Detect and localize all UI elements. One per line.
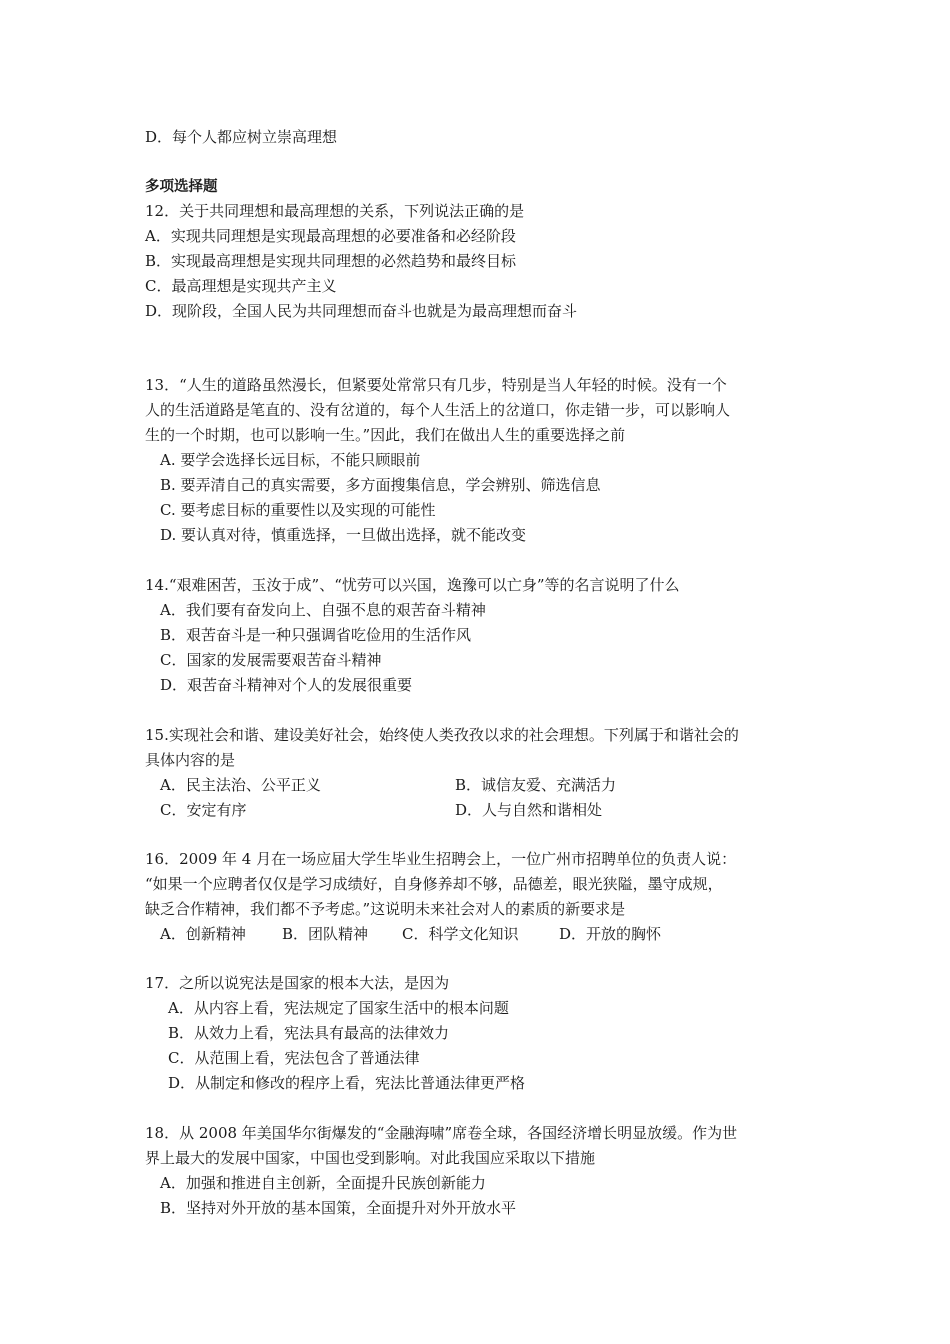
q17-option-c: C．从范围上看，宪法包含了普通法律 — [168, 1049, 420, 1067]
q13-option-c: C. 要考虑目标的重要性以及实现的可能性 — [160, 501, 436, 519]
q17-option-b: B．从效力上看，宪法具有最高的法律效力 — [168, 1024, 450, 1042]
q14-option-a: A．我们要有奋发向上、自强不息的艰苦奋斗精神 — [160, 601, 486, 619]
q12-stem: 12．关于共同理想和最高理想的关系，下列说法正确的是 — [145, 202, 525, 220]
q16-stem-line-3: 缺乏合作精神，我们都不予考虑。”这说明未来社会对人的素质的新要求是 — [145, 900, 626, 918]
q15-stem-line-2: 具体内容的是 — [145, 751, 236, 769]
q16-option-c: C．科学文化知识 — [402, 925, 519, 943]
q17-option-a: A．从内容上看，宪法规定了国家生活中的根本问题 — [168, 999, 509, 1017]
q17-stem: 17．之所以说宪法是国家的根本大法，是因为 — [145, 974, 450, 992]
q12-option-b: B．实现最高理想是实现共同理想的必然趋势和最终目标 — [145, 252, 517, 270]
q16-option-a: A．创新精神 — [160, 925, 246, 943]
q15-option-d: D．人与自然和谐相处 — [455, 801, 603, 819]
q16-stem-line-1: 16．2009 年 4 月在一场应届大学生毕业生招聘会上，一位广州市招聘单位的负责人说： — [145, 850, 737, 868]
q16-option-b: B．团队精神 — [282, 925, 369, 943]
prev-question-option-d: D．每个人都应树立崇高理想 — [145, 128, 338, 146]
q16-option-d: D．开放的胸怀 — [559, 925, 662, 943]
q12-option-a: A．实现共同理想是实现最高理想的必要准备和必经阶段 — [145, 227, 516, 245]
q12-option-d: D．现阶段，全国人民为共同理想而奋斗也就是为最高理想而奋斗 — [145, 302, 578, 320]
q15-option-c: C．安定有序 — [160, 801, 247, 819]
q14-option-b: B．艰苦奋斗是一种只强调省吃俭用的生活作风 — [160, 626, 472, 644]
q13-stem-line-1: 13．“人生的道路虽然漫长，但紧要处常常只有几步，特别是当人年轻的时候。没有一个 — [145, 376, 727, 394]
q15-stem-line-1: 15.实现社会和谐、建设美好社会，始终使人类孜孜以求的社会理想。下列属于和谐社会的 — [145, 726, 739, 744]
q18-stem-line-2: 界上最大的发展中国家，中国也受到影响。对此我国应采取以下措施 — [145, 1149, 596, 1167]
q13-stem-line-3: 生的一个时期，也可以影响一生。”因此，我们在做出人生的重要选择之前 — [145, 426, 626, 444]
section-title: 多项选择题 — [145, 179, 218, 195]
q18-option-b: B．坚持对外开放的基本国策，全面提升对外开放水平 — [160, 1199, 517, 1217]
q13-option-b: B. 要弄清自己的真实需要，多方面搜集信息，学会辨别、筛选信息 — [160, 476, 601, 494]
q13-option-d: D. 要认真对待，慎重选择，一旦做出选择，就不能改变 — [160, 526, 527, 544]
q15-option-a: A．民主法治、公平正义 — [160, 776, 321, 794]
q14-stem: 14.“艰难困苦，玉汝于成”、“忧劳可以兴国，逸豫可以亡身”等的名言说明了什么 — [145, 576, 680, 594]
q18-stem-line-1: 18．从 2008 年美国华尔街爆发的“金融海啸”席卷全球，各国经济增长明显放缓。作为世 — [145, 1124, 738, 1142]
q18-option-a: A．加强和推进自主创新，全面提升民族创新能力 — [160, 1174, 486, 1192]
q12-option-c: C．最高理想是实现共产主义 — [145, 277, 337, 295]
q14-option-d: D．艰苦奋斗精神对个人的发展很重要 — [160, 676, 413, 694]
q14-option-c: C．国家的发展需要艰苦奋斗精神 — [160, 651, 382, 669]
q15-option-b: B．诚信友爱、充满活力 — [455, 776, 617, 794]
q13-option-a: A. 要学会选择长远目标，不能只顾眼前 — [160, 451, 421, 469]
q16-stem-line-2: “如果一个应聘者仅仅是学习成绩好，自身修养却不够，品德差，眼光狭隘，墨守成规， — [145, 875, 723, 893]
q13-stem-line-2: 人的生活道路是笔直的、没有岔道的，每个人生活上的岔道口，你走错一步，可以影响人 — [145, 401, 731, 419]
q17-option-d: D．从制定和修改的程序上看，宪法比普通法律更严格 — [168, 1074, 526, 1092]
